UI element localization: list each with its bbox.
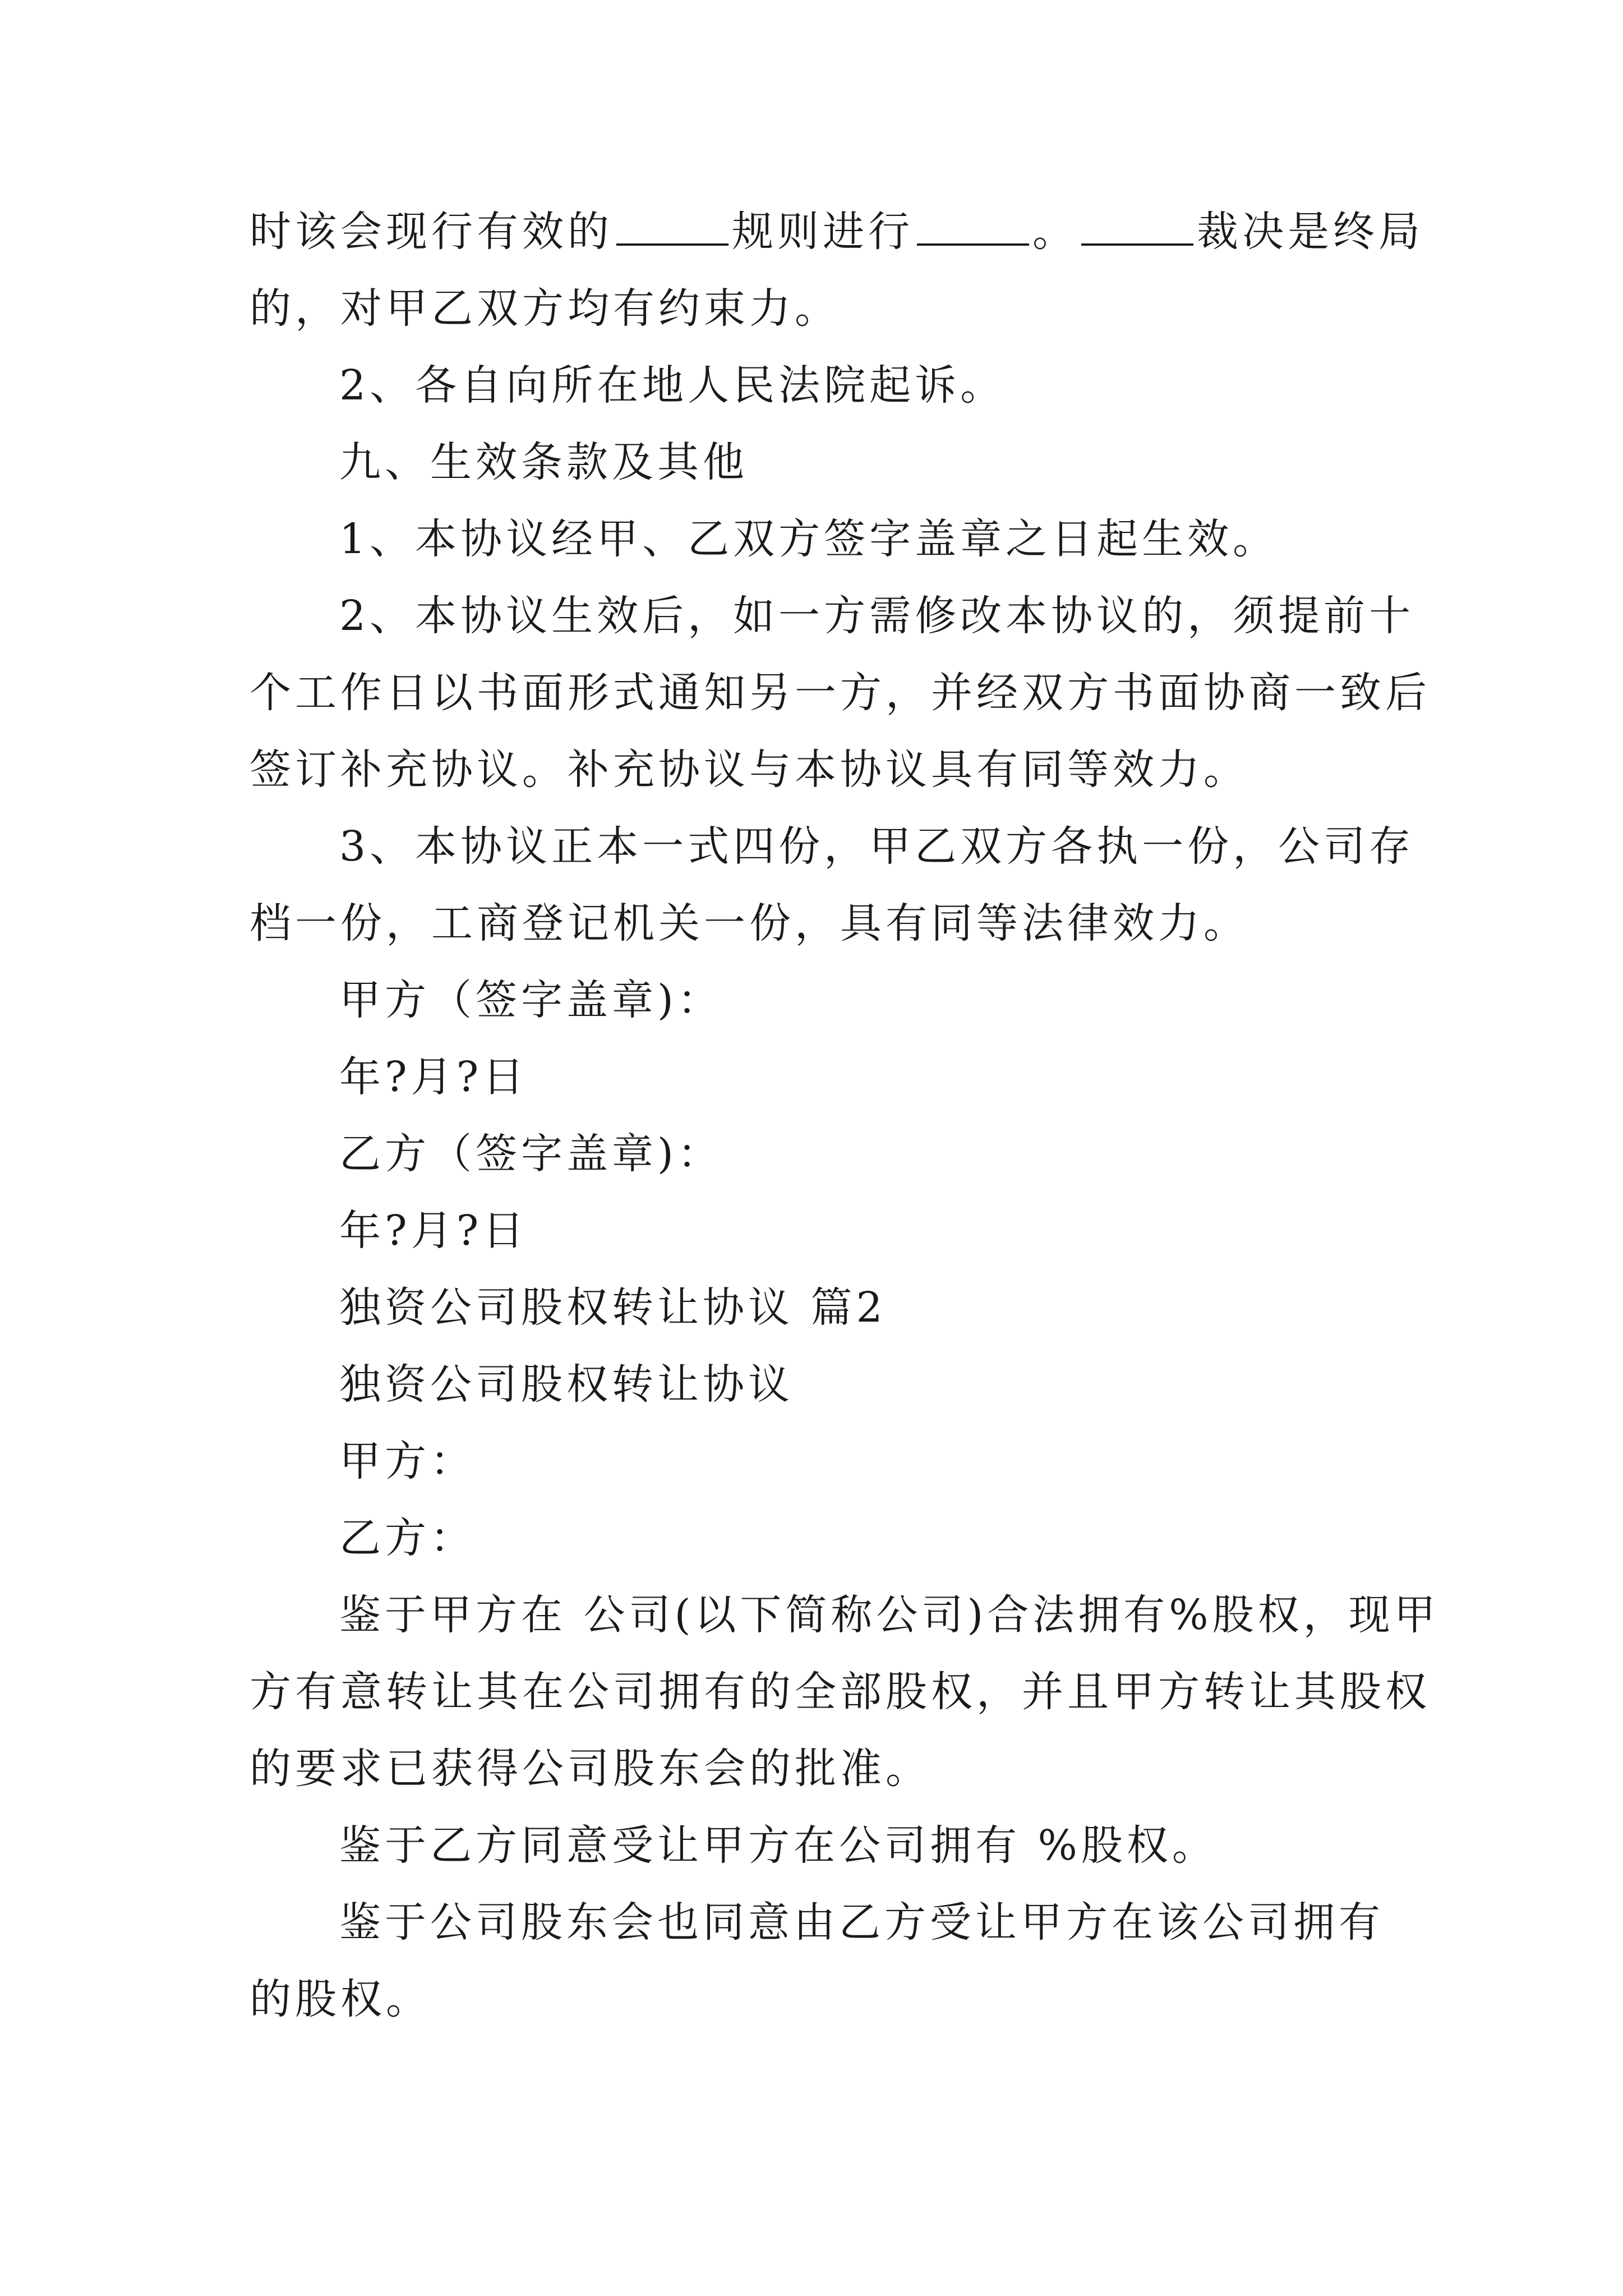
paragraph-amendment-line3: 签订补充协议。补充协议与本协议具有同等效力。: [250, 746, 1249, 794]
section-heading-effective-terms: 九、生效条款及其他: [339, 438, 748, 486]
paragraph-arbitration-line2: 的，对甲乙双方均有约束力。: [250, 284, 840, 333]
blank-underline: [616, 211, 728, 246]
paragraph-copies-line2: 档一份，工商登记机关一份，具有同等法律效力。: [250, 899, 1249, 947]
paragraph-whereas1-line2: 方有意转让其在公司拥有的全部股权，并且甲方转让其股权: [250, 1668, 1431, 1716]
paragraph-effective-date: 1、本协议经甲、乙双方签字盖章之日起生效。: [339, 515, 1279, 563]
paragraph-lawsuit: 2、各自向所在地人民法院起诉。: [339, 361, 1006, 409]
paragraph-whereas2: 鉴于乙方同意受让甲方在公司拥有 %股权。: [339, 1821, 1218, 1870]
text-segment: 。: [1032, 208, 1078, 256]
text-segment: 规则进行: [732, 208, 914, 256]
text-segment: 裁决是终局: [1197, 208, 1424, 256]
signature-party-b: 乙方（签字盖章)：: [339, 1130, 723, 1178]
text-segment: 时该会现行有效的: [250, 208, 613, 256]
party-b-label: 乙方：: [339, 1514, 476, 1562]
paragraph-whereas1-line3: 的要求已获得公司股东会的批准。: [250, 1745, 931, 1793]
signature-party-a: 甲方（签字盖章)：: [339, 976, 723, 1024]
blank-underline: [1081, 211, 1193, 246]
paragraph-amendment-line2: 个工作日以书面形式通知另一方，并经双方书面协商一致后: [250, 669, 1431, 717]
agreement-title: 独资公司股权转让协议: [339, 1360, 794, 1409]
document-body: [250, 194, 1440, 2038]
blank-underline: [917, 211, 1029, 246]
signature-date-a: 年?月?日: [339, 1053, 528, 1101]
paragraph-copies-line1: 3、本协议正本一式四份，甲乙双方各执一份，公司存: [339, 822, 1415, 871]
party-a-label: 甲方：: [339, 1437, 476, 1485]
paragraph-whereas1-line1: 鉴于甲方在 公司(以下简称公司)合法拥有%股权，现甲: [339, 1591, 1440, 1639]
signature-date-b: 年?月?日: [339, 1207, 528, 1255]
article-title: 独资公司股权转让协议 篇2: [339, 1283, 887, 1332]
paragraph-whereas3-line1: 鉴于公司股东会也同意由乙方受让甲方在该公司拥有: [339, 1898, 1384, 1947]
paragraph-whereas3-line2: 的股权。: [250, 1975, 431, 2023]
paragraph-amendment-line1: 2、本协议生效后，如一方需修改本协议的，须提前十: [339, 592, 1415, 640]
paragraph-arbitration-line1: [250, 194, 1424, 270]
